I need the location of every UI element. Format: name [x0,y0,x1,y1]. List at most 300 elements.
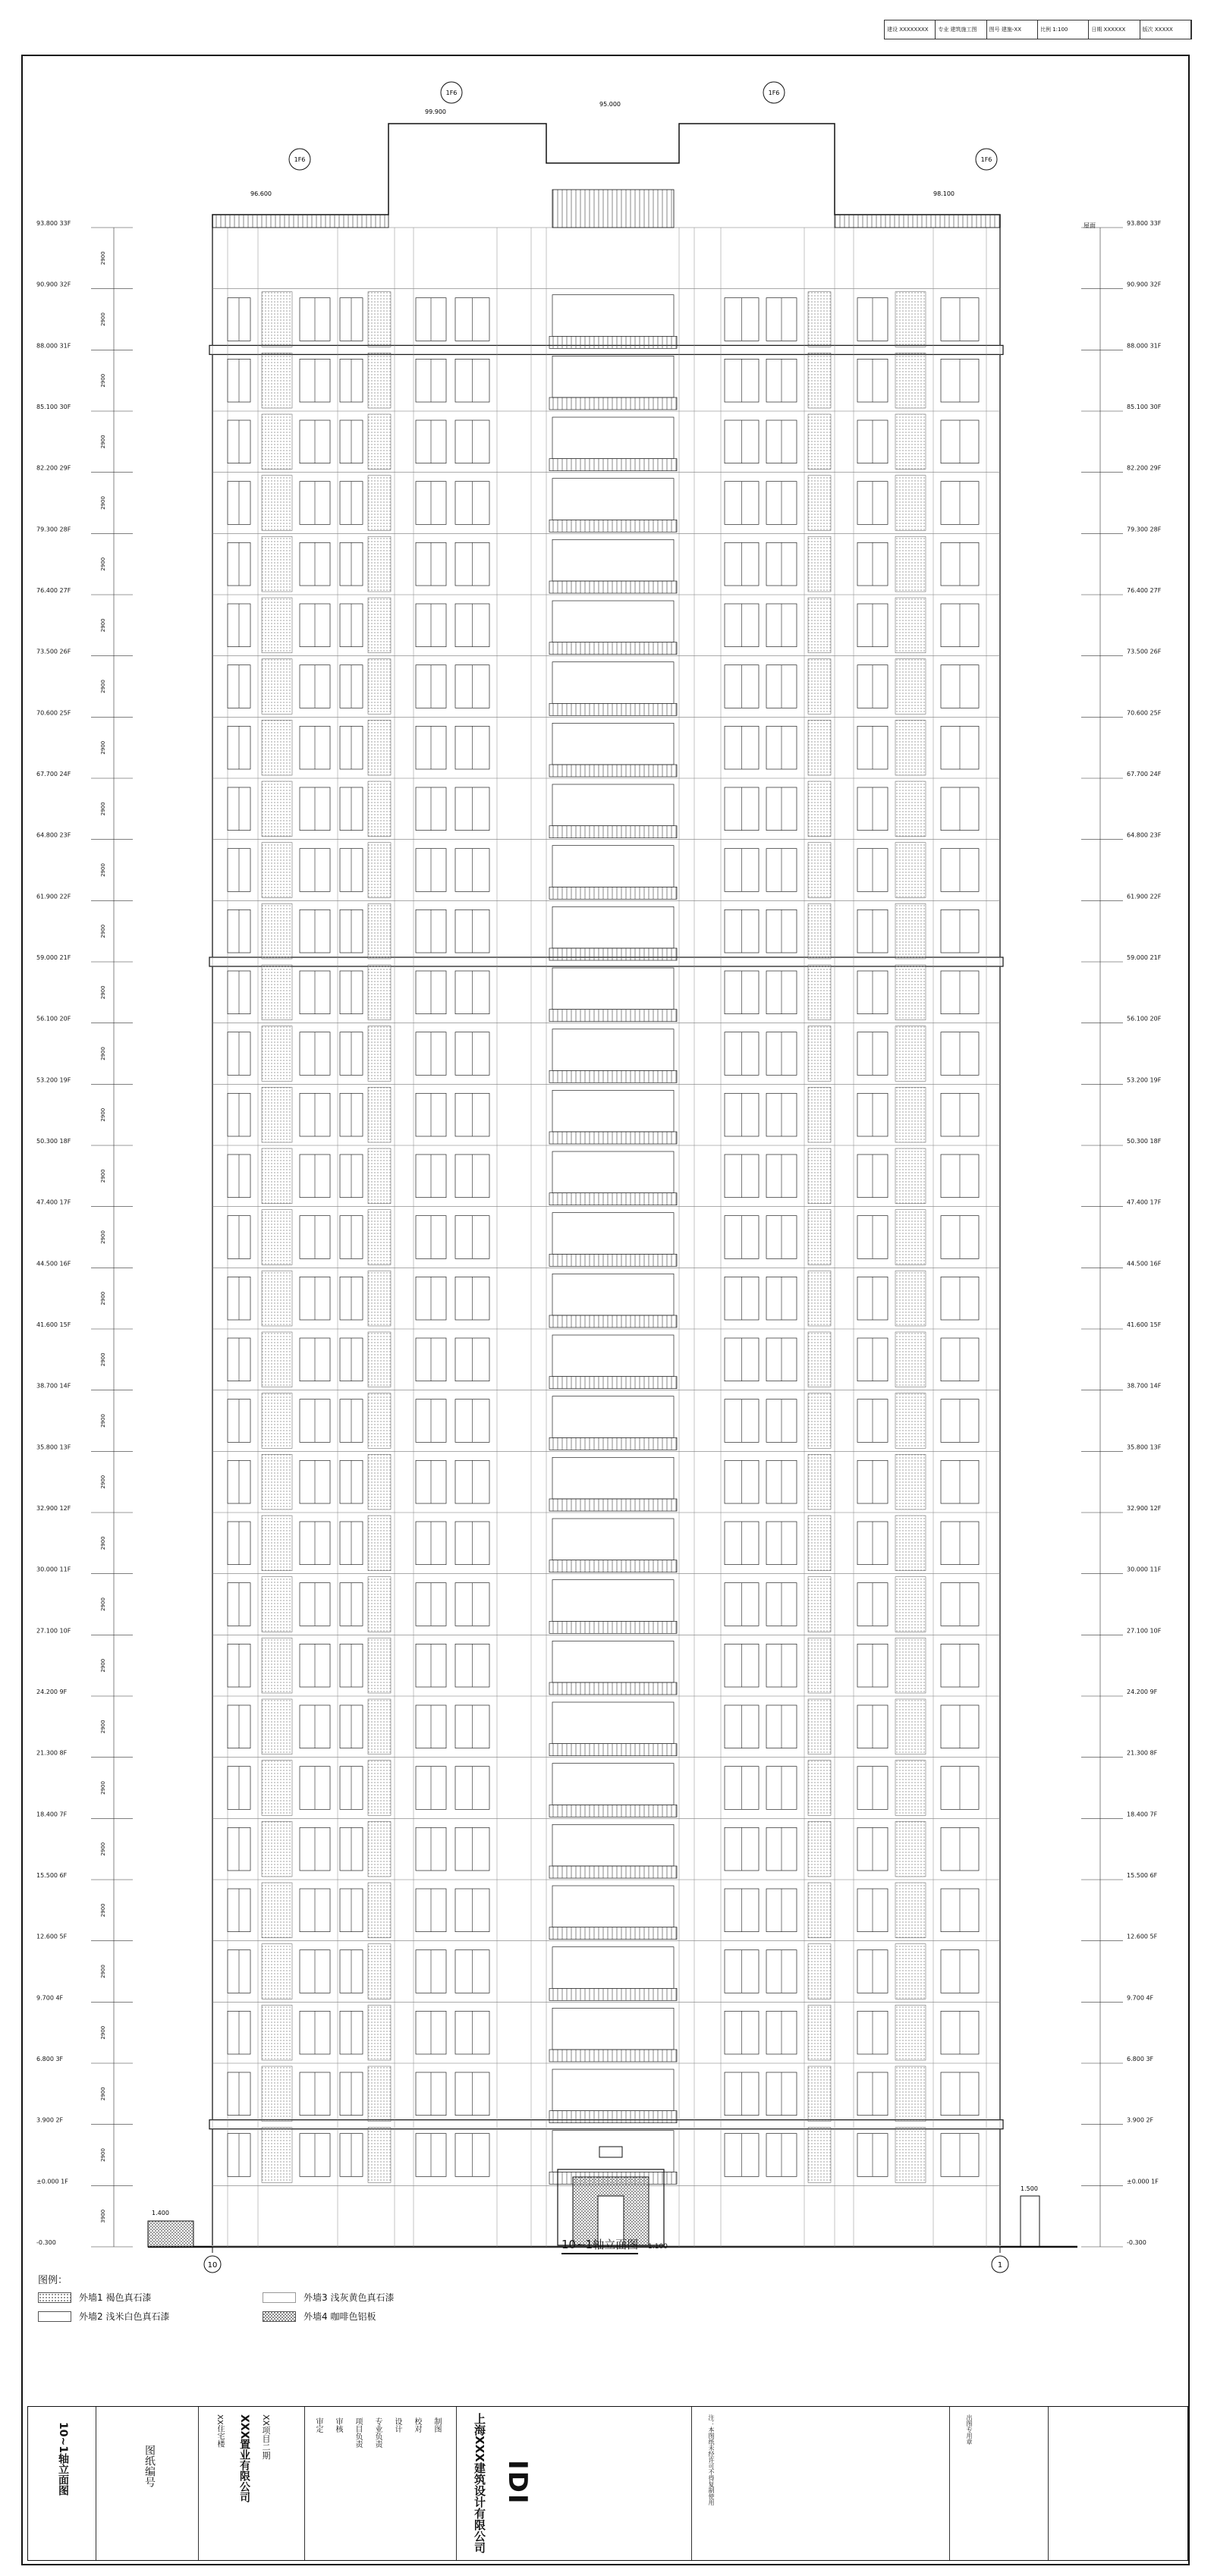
level-label-right: 88.000 31F [1127,342,1162,350]
textured-panel [368,1332,391,1387]
tb-client-cell [199,2407,305,2560]
legend-item [38,2310,235,2323]
level-label-right: 70.600 25F [1127,709,1162,717]
dim-label: 2900 [100,1658,106,1673]
dim-label: 2900 [100,1047,106,1060]
roof-marker-label: 1F6 [294,156,306,163]
tb-notes-cell [692,2407,950,2560]
tb-client-sub: XX项目二期 [261,2414,271,2460]
dim-label: 2900 [100,313,106,326]
legend-label: 外墙3 浅灰黄色真石漆 [304,2292,395,2303]
textured-panel [262,1638,292,1693]
dim-label: 2900 [100,2025,106,2040]
level-label-right: 53.200 19F [1127,1076,1162,1084]
legend-item [263,2310,460,2323]
dim-label: 2900 [100,1536,106,1550]
window [552,479,674,520]
dim-label: 2900 [100,1475,106,1489]
window [552,723,674,765]
dim-label: 2900 [100,435,106,449]
level-label-right: 27.100 10F [1127,1627,1162,1635]
top-info-cell: 图号 建施-XX [987,20,1038,39]
dim-label: 2900 [100,1352,106,1367]
textured-panel [262,476,292,531]
textured-panel [895,1516,926,1571]
level-label-left: 32.900 12F [36,1505,71,1512]
tb-roles-cell [305,2407,457,2560]
balcony-railing [549,1315,677,1327]
level-label-right: 30.000 11F [1127,1566,1162,1573]
balcony-railing [549,520,677,532]
dim-label: 2900 [100,863,106,877]
roof-marker-label: 1F6 [768,90,780,96]
textured-panel [808,1210,831,1265]
dim-label: 2900 [100,680,106,693]
level-label-right: 64.800 23F [1127,831,1162,839]
level-label-right: 3.900 2F [1127,2116,1154,2124]
dim-label: 2900 [100,1107,106,1122]
textured-panel [262,1026,292,1082]
dim-label: 2900 [100,1291,106,1305]
level-label-left: 56.100 20F [36,1015,71,1023]
axis-label: 1 [997,2261,1003,2270]
level-label-right: 93.800 33F [1127,220,1162,227]
balcony-railing [549,2111,677,2123]
window [552,1947,674,1989]
roof-louver [552,190,674,228]
textured-panel [262,1761,292,1816]
textured-panel [808,2128,831,2183]
dim-label: 2900 [100,2087,106,2101]
textured-panel [895,2066,926,2122]
textured-panel [262,781,292,837]
textured-panel [895,1944,926,2000]
textured-panel [368,2005,391,2060]
level-label-left: 38.700 14F [36,1382,71,1390]
textured-panel [368,476,391,531]
level-label-left: 70.600 25F [36,709,71,717]
tb-info-cell [96,2407,199,2560]
textured-panel [808,1026,831,1082]
level-label-left: 35.800 13F [36,1444,71,1451]
level-label-left: ±0.000 1F [36,2178,68,2185]
dim-label: 2900 [100,740,106,755]
title-block [27,2406,1188,2561]
level-label-left: 82.200 29F [36,464,71,472]
dim-label: 2900 [100,251,106,265]
level-label-left: 9.700 4F [36,1994,64,2002]
window [552,1519,674,1560]
textured-panel [262,1393,292,1449]
axis-label: 10 [207,2261,218,2270]
level-label-left: 6.800 3F [36,2056,64,2062]
balcony-railing [549,1744,677,1756]
level-label-right: 35.800 13F [1127,1444,1162,1451]
textured-panel [368,1699,391,1755]
textured-panel [895,2128,926,2183]
textured-panel [368,1148,391,1204]
textured-panel [368,1944,391,2000]
window [552,784,674,826]
dim-label: 2900 [100,557,106,571]
textured-panel [368,720,391,775]
balcony-railing [549,1193,677,1205]
level-label-left: 64.800 23F [36,831,71,839]
tb-role: 审定 [314,2417,322,2433]
level-label-left: 44.500 16F [36,1260,71,1268]
legend-swatch [38,2292,71,2303]
level-label-left: -0.300 [36,2239,56,2246]
textured-panel [262,1271,292,1326]
textured-panel [808,965,831,1020]
window [552,662,674,704]
textured-panel [368,1210,391,1265]
textured-panel [808,1821,831,1877]
roof-level: 98.100 [933,190,955,197]
textured-panel [808,2066,831,2122]
top-info-cell: 日期 XXXXXX [1089,20,1140,39]
textured-panel [262,720,292,775]
balcony-railing [549,1621,677,1633]
textured-panel [895,414,926,470]
tb-role: 校对 [413,2417,421,2433]
textured-panel [895,1393,926,1449]
balcony-railing [549,1132,677,1144]
tb-stamp: 出图专用章 [966,2414,973,2445]
textured-panel [808,1087,831,1142]
dim-label: 2900 [100,1965,106,1978]
level-label-left: 15.500 6F [36,1872,68,1879]
level-label-left: 79.300 28F [36,526,71,533]
textured-panel [895,781,926,837]
dim-label: 2900 [100,1169,106,1183]
window [552,1641,674,1682]
dim-label: 2900 [100,618,106,633]
roof-marker-label: 1F6 [980,156,992,163]
tb-role: 专业负责 [373,2417,382,2448]
textured-panel [895,1821,926,1877]
balcony-railing [549,1682,677,1695]
textured-panel [368,1577,391,1632]
textured-panel [368,414,391,470]
balcony-railing [549,1927,677,1940]
textured-panel [368,1454,391,1509]
tb-drawing-title: 10~1轴立面图 [57,2422,69,2496]
textured-panel [895,1577,926,1632]
dim-label: 2900 [100,1781,106,1795]
level-label-right: 44.500 16F [1127,1260,1162,1268]
textured-panel [895,536,926,592]
dim-label: 2900 [100,496,106,510]
textured-panel [368,1821,391,1877]
dim-label: 2900 [100,1903,106,1918]
balcony-railing [549,887,677,899]
level-label-right: 61.900 22F [1127,893,1162,900]
textured-panel [808,414,831,470]
textured-panel [808,1393,831,1449]
balcony-railing [549,581,677,593]
side-annex [148,2221,193,2247]
legend-swatch [38,2311,71,2322]
level-label-right: 12.600 5F [1127,1933,1158,1940]
textured-panel [368,1026,391,1082]
textured-panel [895,1087,926,1142]
legend-label: 外墙2 浅米白色真石漆 [79,2311,170,2322]
textured-panel [368,659,391,715]
window [552,906,674,948]
textured-panel [262,2066,292,2122]
legend [38,2272,493,2329]
top-info-cell: 版次 XXXXX [1140,20,1191,39]
balcony-railing [549,642,677,655]
textured-panel [262,1210,292,1265]
tb-logo-mark: 图纸编号 [143,2445,156,2487]
textured-panel [808,2005,831,2060]
textured-panel [808,476,831,531]
dim-label: 2900 [100,985,106,1000]
dim-label: 3900 [100,2209,106,2223]
window [552,417,674,459]
textured-panel [368,781,391,837]
level-label-left: 88.000 31F [36,342,71,350]
textured-panel [262,2128,292,2183]
textured-panel [368,292,391,347]
textured-panel [262,598,292,653]
level-label-left: 50.300 18F [36,1138,71,1145]
level-label-left: 53.200 19F [36,1076,71,1084]
textured-panel [368,1271,391,1326]
level-label-right: 82.200 29F [1127,464,1162,472]
textured-panel [262,1577,292,1632]
tb-stamp-cell [950,2407,1049,2560]
window [552,1029,674,1071]
level-label-left: 18.400 7F [36,1811,68,1818]
level-label-right: 73.500 26F [1127,648,1162,655]
level-label-right: 15.500 6F [1127,1872,1158,1879]
level-label-left: 67.700 24F [36,771,71,778]
level-label-right: 56.100 20F [1127,1015,1162,1023]
textured-panel [262,414,292,470]
textured-panel [368,1087,391,1142]
textured-panel [895,1332,926,1387]
dim-label: 2900 [100,1842,106,1856]
balcony-railing [549,1988,677,2000]
balcony-railing [549,1805,677,1817]
level-label-right: 6.800 3F [1127,2056,1154,2062]
textured-panel [808,903,831,959]
level-label-left: 30.000 11F [36,1566,71,1573]
textured-panel [895,1210,926,1265]
level-label-right: 18.400 7F [1127,1811,1158,1818]
tb-role: 制图 [432,2417,441,2433]
textured-panel [808,843,831,898]
textured-panel [895,1026,926,1082]
level-label-left: 12.600 5F [36,1933,68,1940]
level-label-right: ±0.000 1F [1127,2178,1159,2185]
legend-label: 外墙1 褐色真石漆 [79,2292,152,2303]
textured-panel [368,1516,391,1571]
balcony-railing [549,1377,677,1389]
window [552,2069,674,2111]
textured-panel [262,1148,292,1204]
top-info-cell: 建设 XXXXXXXX [885,20,936,39]
level-label-left: 21.300 8F [36,1749,68,1757]
balcony-railing [549,1560,677,1572]
level-label-left: 73.500 26F [36,648,71,655]
window [552,2008,674,2050]
textured-panel [262,1087,292,1142]
level-label-right: 79.300 28F [1127,526,1162,533]
level-label-left: 85.100 30F [36,404,71,410]
dim-label: 2900 [100,924,106,938]
dim-label: 2900 [100,2148,106,2162]
textured-panel [368,1393,391,1449]
textured-panel [808,720,831,775]
balcony-railing [549,765,677,777]
textured-panel [895,965,926,1020]
balcony-railing [549,1254,677,1266]
textured-panel [368,1761,391,1816]
side-label: 1.500 [1021,2185,1038,2192]
textured-panel [262,843,292,898]
textured-panel [808,1454,831,1509]
window [552,1090,674,1132]
textured-panel [895,720,926,775]
textured-panel [262,1332,292,1387]
level-label-left: 47.400 17F [36,1198,71,1206]
dim-label: 2900 [100,1720,106,1734]
window [552,1580,674,1622]
tb-company-cell [457,2407,692,2560]
textured-panel [262,536,292,592]
textured-panel [808,1944,831,2000]
textured-panel [262,1944,292,2000]
balcony-railing [549,1866,677,1878]
window [552,295,674,337]
textured-panel [368,353,391,408]
textured-panel [368,903,391,959]
level-label-right: 59.000 21F [1127,954,1162,961]
level-label-right: 9.700 4F [1127,1994,1154,2002]
top-info-cell: 比例 1:100 [1038,20,1089,39]
textured-panel [808,1271,831,1326]
level-label-right: 90.900 32F [1127,281,1162,288]
level-label-left: 41.600 15F [36,1321,71,1328]
balcony-railing [549,336,677,348]
roof-level: 96.600 [250,190,272,197]
window [552,601,674,642]
elevation-scale: 1:100 [647,2243,668,2251]
balcony-railing [549,703,677,715]
level-label-left: 90.900 32F [36,281,71,288]
window [552,1396,674,1438]
textured-panel [808,781,831,837]
roof-markers [289,82,997,170]
side-annex [1021,2196,1039,2247]
textured-panel [262,1516,292,1571]
textured-panel [808,1638,831,1693]
dim-label: 2900 [100,1597,106,1611]
textured-panel [895,1148,926,1204]
roof-label: 屋面 [1083,222,1096,229]
textured-panel [808,353,831,408]
level-label-left: 27.100 10F [36,1627,71,1635]
textured-panel [368,2066,391,2122]
textured-panel [895,2005,926,2060]
balcony-railing [549,1070,677,1082]
textured-panel [895,1883,926,1938]
level-label-right: 85.100 30F [1127,404,1162,410]
roof-parapet [835,215,1000,228]
level-label-right: 32.900 12F [1127,1505,1162,1512]
textured-panel [368,843,391,898]
textured-panel [895,1454,926,1509]
level-label-left: 76.400 27F [36,587,71,594]
textured-panel [368,1638,391,1693]
dim-label: 2900 [100,1414,106,1428]
window [552,1457,674,1499]
textured-panel [808,1699,831,1755]
balcony-railing [549,397,677,410]
legend-item [263,2291,460,2304]
window [552,356,674,397]
window [552,1151,674,1193]
tb-role: 项目负责 [354,2417,362,2448]
level-label-right: 47.400 17F [1127,1198,1162,1206]
legend-item [38,2291,235,2304]
textured-panel [808,659,831,715]
textured-panel [262,1699,292,1755]
textured-panel [368,1883,391,1938]
top-info-cell: 专业 建筑施工图 [936,20,986,39]
window [552,1824,674,1866]
textured-panel [262,353,292,408]
level-label-right: 38.700 14F [1127,1382,1162,1390]
level-label-right: 67.700 24F [1127,771,1162,778]
roof-marker-label: 1F6 [445,90,458,96]
balcony-railing [549,2050,677,2062]
textured-panel [895,1699,926,1755]
textured-panel [895,476,926,531]
textured-panel [895,1761,926,1816]
textured-panel [895,292,926,347]
textured-panel [368,598,391,653]
tb-drawing-title-cell [28,2407,96,2560]
textured-panel [895,353,926,408]
level-label-right: 76.400 27F [1127,587,1162,594]
side-label: 1.400 [152,2210,169,2216]
textured-panel [808,292,831,347]
level-label-right: 24.200 9F [1127,1689,1158,1695]
dim-label: 2900 [100,373,106,388]
textured-panel [808,1332,831,1387]
window [552,846,674,887]
window [552,1702,674,1744]
level-label-left: 24.200 9F [36,1689,68,1695]
window [552,1213,674,1255]
level-label-left: 59.000 21F [36,954,71,961]
window [552,1274,674,1315]
level-label-right: 21.300 8F [1127,1749,1158,1757]
textured-panel [808,1761,831,1816]
textured-panel [808,1883,831,1938]
balcony-railing [549,459,677,471]
textured-panel [808,1516,831,1571]
legend-label: 外墙4 咖啡色铝板 [304,2311,376,2322]
level-label-left: 93.800 33F [36,220,71,227]
window [552,1886,674,1927]
level-label-right: 41.600 15F [1127,1321,1162,1328]
